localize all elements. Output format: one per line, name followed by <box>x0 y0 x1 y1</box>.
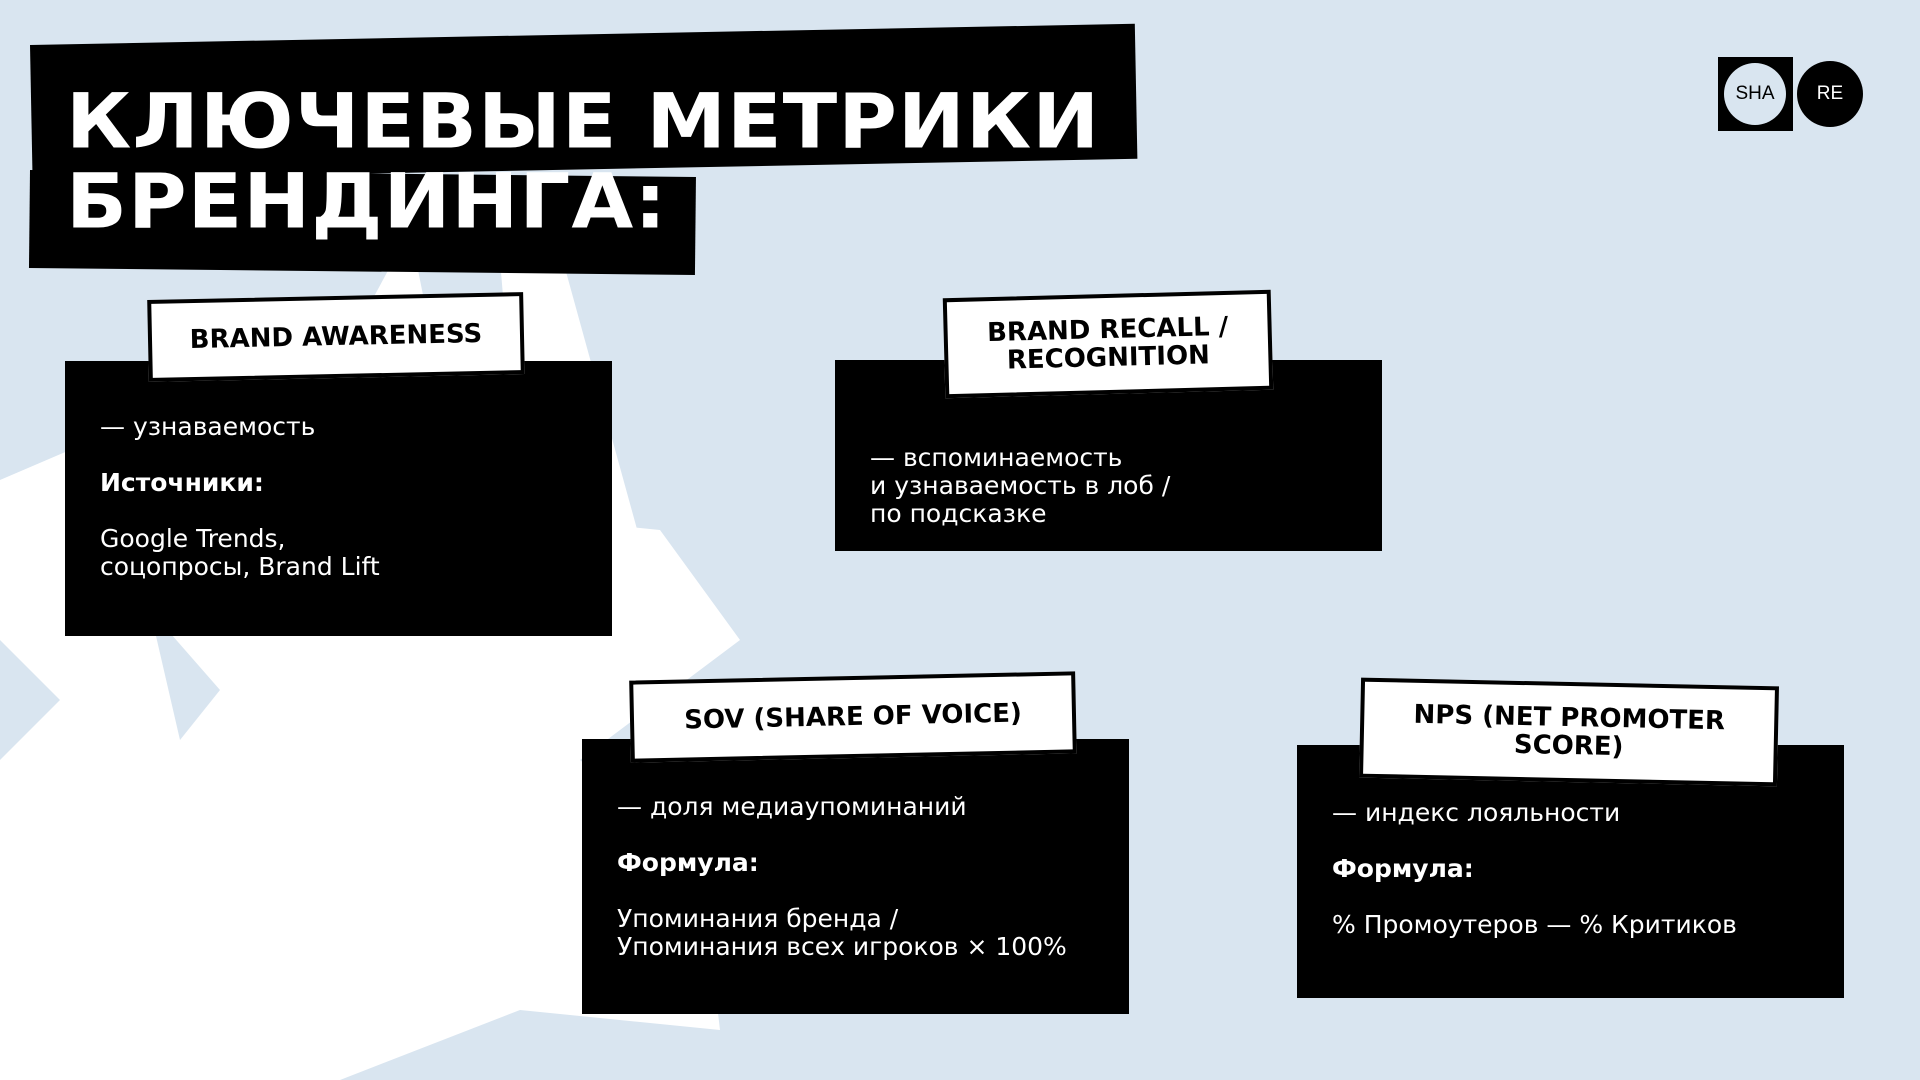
card-label: Формула: <box>617 848 759 877</box>
card-label: Формула: <box>1332 854 1474 883</box>
logo-right-text: RE <box>1797 61 1863 127</box>
logo-left-text: SHA <box>1724 63 1786 125</box>
tag-nps: NPS (NET PROMOTER SCORE) <box>1359 678 1779 787</box>
card-sov <box>582 739 1129 1014</box>
card-label: Источники: <box>100 468 264 497</box>
card-body <box>1332 799 1737 939</box>
card-body <box>100 413 380 581</box>
card-value: Упоминания бренда / Упоминания всех игроков × 100% <box>617 904 1067 961</box>
card-brand-awareness <box>65 361 612 636</box>
tag-sov: SOV (SHARE OF VOICE) <box>629 671 1077 762</box>
card-description: — вспоминаемость и узнаваемость в лоб / по подсказке <box>870 443 1171 528</box>
card-description: — узнаваемость <box>100 412 316 441</box>
card-body <box>870 416 1170 556</box>
tag-brand-recall: BRAND RECALL / RECOGNITION <box>943 290 1274 399</box>
card-value: Google Trends, соцопросы, Brand Lift <box>100 524 380 581</box>
card-value: % Промоутеров — % Критиков <box>1332 910 1737 939</box>
tag-brand-awareness: BRAND AWARENESS <box>147 292 525 382</box>
card-description: — доля медиаупоминаний <box>617 792 967 821</box>
card-body <box>617 793 1067 961</box>
logo-square <box>1718 57 1793 131</box>
share-logo <box>1718 57 1866 131</box>
card-description: — индекс лояльности <box>1332 798 1621 827</box>
page-title: КЛЮЧЕВЫЕ МЕТРИКИ БРЕНДИНГА: <box>66 77 1101 246</box>
